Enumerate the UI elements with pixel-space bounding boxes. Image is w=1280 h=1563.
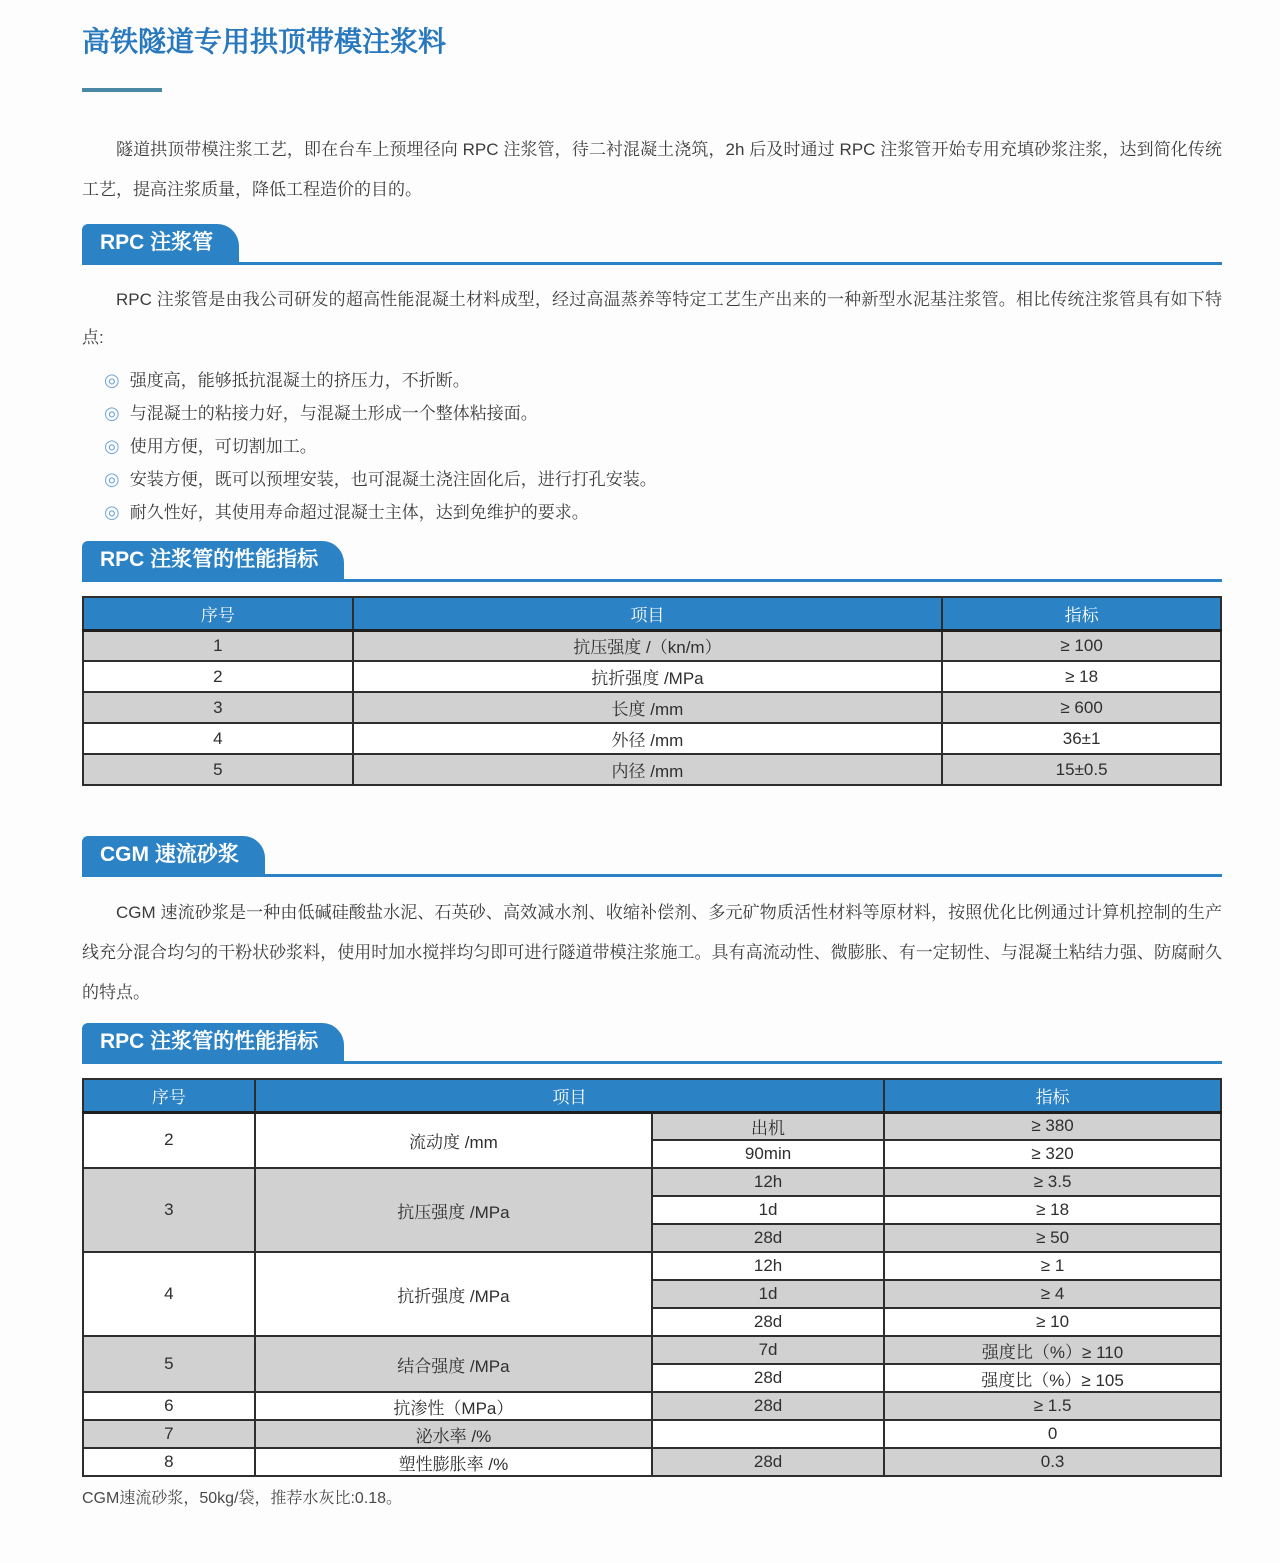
cell-seq: 1 <box>83 630 353 661</box>
cell-age: 90min <box>652 1140 884 1168</box>
page-title: 高铁隧道专用拱顶带模注浆料 <box>82 26 447 57</box>
cell-value: 强度比（%）≥ 110 <box>884 1336 1221 1364</box>
title-underline <box>82 88 162 92</box>
section-header-cgm <box>82 836 1222 877</box>
list-item <box>104 463 1222 496</box>
cell-item: 泌水率 /% <box>255 1420 652 1448</box>
list-item <box>104 496 1222 529</box>
table-row <box>83 1168 1221 1196</box>
cell-item: 内径 /mm <box>353 754 942 785</box>
table-row <box>83 630 1221 661</box>
feature-list <box>82 364 1222 529</box>
cell-value: 0.3 <box>884 1448 1221 1476</box>
cell-seq: 8 <box>83 1448 255 1476</box>
cell-value: ≥ 1 <box>884 1252 1221 1280</box>
document-page <box>0 22 1280 1511</box>
list-item-text: 与混凝士的粘接力好，与混凝土形成一个整体粘接面。 <box>129 404 538 423</box>
cell-item: 外径 /mm <box>353 723 942 754</box>
col-header-seq: 序号 <box>83 597 353 630</box>
cell-age: 28d <box>652 1448 884 1476</box>
cell-age: 28d <box>652 1224 884 1252</box>
cell-value: ≥ 600 <box>942 692 1221 723</box>
col-header-index: 指标 <box>884 1079 1221 1112</box>
cell-age: 出机 <box>652 1112 884 1140</box>
cell-value: 36±1 <box>942 723 1221 754</box>
cell-age: 7d <box>652 1336 884 1364</box>
cell-age: 28d <box>652 1364 884 1392</box>
list-item-text: 安装方便，既可以预埋安装，也可混凝土浇注固化后，进行打孔安装。 <box>129 470 657 489</box>
footer-note: CGM速流砂浆，50kg/袋，推荐水灰比:0.18。 <box>82 1490 403 1507</box>
cell-value: 0 <box>884 1420 1221 1448</box>
section-header-cgm-performance <box>82 1023 1222 1064</box>
table-header-row <box>83 597 1221 630</box>
cell-seq: 3 <box>83 1168 255 1252</box>
section-tab-rpc-performance: RPC 注浆管的性能指标 <box>82 541 344 579</box>
cell-value: ≥ 1.5 <box>884 1392 1221 1420</box>
rpc-intro-paragraph: RPC 注浆管是由我公司研发的超高性能混凝土材料成型，经过高温蒸养等特定工艺生产出来的一种新型水泥基注浆管。相比传统注浆管具有如下特点: <box>82 290 1222 347</box>
cell-item: 抗折强度 /MPa <box>255 1252 652 1336</box>
cell-seq: 4 <box>83 723 353 754</box>
bullet-icon: ◎ <box>104 403 120 423</box>
cell-age: 28d <box>652 1392 884 1420</box>
cell-seq: 4 <box>83 1252 255 1336</box>
bullet-icon: ◎ <box>104 370 120 390</box>
table-header-row <box>83 1079 1221 1112</box>
cell-value: ≥ 10 <box>884 1308 1221 1336</box>
cell-item: 长度 /mm <box>353 692 942 723</box>
table-row <box>83 1392 1221 1420</box>
cgm-performance-table <box>82 1078 1222 1477</box>
cell-value: ≥ 380 <box>884 1112 1221 1140</box>
cell-seq: 2 <box>83 661 353 692</box>
cell-value: ≥ 3.5 <box>884 1168 1221 1196</box>
cell-value: ≥ 50 <box>884 1224 1221 1252</box>
cell-age: 28d <box>652 1308 884 1336</box>
table-row <box>83 1420 1221 1448</box>
section-tab-cgm-performance: RPC 注浆管的性能指标 <box>82 1023 344 1061</box>
table-row <box>83 661 1221 692</box>
cell-value: 15±0.5 <box>942 754 1221 785</box>
list-item-text: 强度高，能够抵抗混凝土的挤压力，不折断。 <box>129 371 470 390</box>
cgm-intro-paragraph: CGM 速流砂浆是一种由低碱硅酸盐水泥、石英砂、高效减水剂、收缩补偿剂、多元矿物质活性材料等原材料，按照优化比例通过计算机控制的生产线充分混合均匀的干粉状砂浆料，使用时加水搅拌均匀即可进行隧道带模注浆施工。具有高流动性、微膨胀、有一定韧性、与混凝土粘结力强、防腐耐久的特点。 <box>82 903 1222 1002</box>
table-row <box>83 1112 1221 1140</box>
intro-paragraph: 隧道拱顶带模注浆工艺，即在台车上预埋径向 RPC 注浆管，待二衬混凝土浇筑，2h 后及时通过 RPC 注浆管开始专用充填砂浆注浆，达到简化传统工艺，提高注浆质量，降低工程造价的目的。 <box>82 140 1222 199</box>
list-item <box>104 397 1222 430</box>
section-tab-cgm: CGM 速流砂浆 <box>82 836 265 874</box>
list-item <box>104 364 1222 397</box>
cell-seq: 5 <box>83 754 353 785</box>
rpc-performance-table <box>82 596 1222 786</box>
bullet-icon: ◎ <box>104 502 120 522</box>
cell-value: ≥ 18 <box>884 1196 1221 1224</box>
col-header-index: 指标 <box>942 597 1221 630</box>
table-row <box>83 1252 1221 1280</box>
cell-value: ≥ 18 <box>942 661 1221 692</box>
cell-value: ≥ 4 <box>884 1280 1221 1308</box>
table-row <box>83 723 1221 754</box>
cell-age: 12h <box>652 1252 884 1280</box>
section-header-rpc-performance <box>82 541 1222 582</box>
cell-age: 1d <box>652 1196 884 1224</box>
cell-item: 结合强度 /MPa <box>255 1336 652 1392</box>
bullet-icon: ◎ <box>104 436 120 456</box>
table-row <box>83 1336 1221 1364</box>
table-row <box>83 1448 1221 1476</box>
col-header-seq: 序号 <box>83 1079 255 1112</box>
section-tab-rpc: RPC 注浆管 <box>82 224 239 262</box>
cell-value: 强度比（%）≥ 105 <box>884 1364 1221 1392</box>
cell-item: 流动度 /mm <box>255 1112 652 1168</box>
cell-age: 1d <box>652 1280 884 1308</box>
cell-item: 抗压强度 /MPa <box>255 1168 652 1252</box>
list-item <box>104 430 1222 463</box>
cell-value: ≥ 320 <box>884 1140 1221 1168</box>
cell-item: 抗折强度 /MPa <box>353 661 942 692</box>
cell-seq: 3 <box>83 692 353 723</box>
cell-seq: 6 <box>83 1392 255 1420</box>
section-header-rpc <box>82 224 1222 265</box>
table-row <box>83 692 1221 723</box>
cell-value: ≥ 100 <box>942 630 1221 661</box>
col-header-item: 项目 <box>353 597 942 630</box>
cell-item: 抗压强度 /（kn/m） <box>353 630 942 661</box>
list-item-text: 使用方便，可切割加工。 <box>129 437 317 456</box>
cell-age <box>652 1420 884 1448</box>
cell-seq: 7 <box>83 1420 255 1448</box>
cell-age: 12h <box>652 1168 884 1196</box>
cell-item: 塑性膨胀率 /% <box>255 1448 652 1476</box>
col-header-item: 项目 <box>255 1079 884 1112</box>
table-row <box>83 754 1221 785</box>
cell-seq: 5 <box>83 1336 255 1392</box>
bullet-icon: ◎ <box>104 469 120 489</box>
cell-item: 抗渗性（MPa） <box>255 1392 652 1420</box>
list-item-text: 耐久性好，其使用寿命超过混凝士主体，达到免维护的要求。 <box>129 503 589 522</box>
cell-seq: 2 <box>83 1112 255 1168</box>
